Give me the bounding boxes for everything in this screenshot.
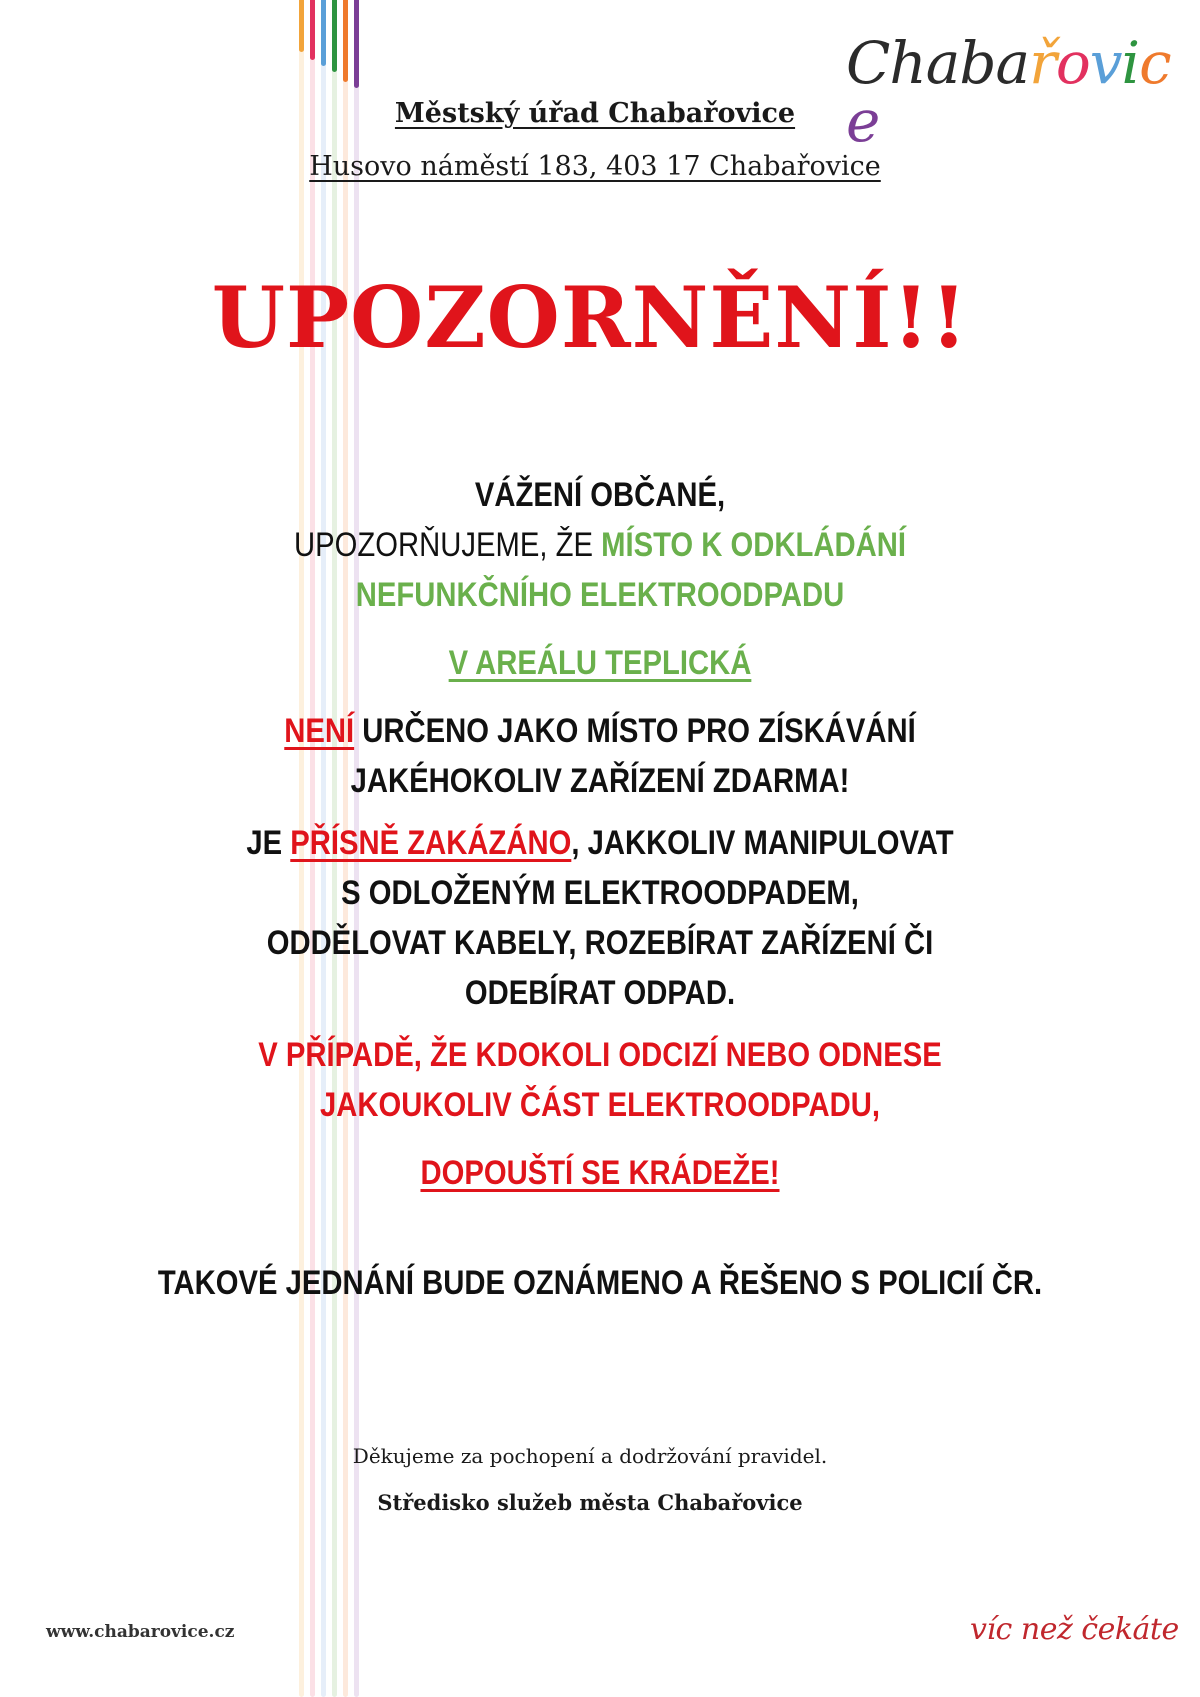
logo-letter: a [995, 29, 1030, 97]
page-title: UPOZORNĚNÍ!! [211, 268, 969, 367]
not-intended-line [84, 706, 1116, 756]
logo-letter: c [1139, 29, 1171, 97]
logo-letter: v [1089, 29, 1122, 97]
logo-letter: C [846, 29, 890, 97]
logo-letter: i [1121, 29, 1140, 97]
greeting: VÁŽENÍ OBČANÉ, [474, 476, 726, 514]
forbidden-line-2: S ODLOŽENÝM ELEKTROODPADEM, [341, 874, 859, 912]
forbid-rest: , JAKKOLIV MANIPULOVAT [571, 824, 954, 862]
slogan: víc než čekáte [970, 1612, 1179, 1647]
notice-body [84, 470, 1116, 1308]
logo-letter: h [889, 29, 926, 97]
not-rest: URČENO JAKO MÍSTO PRO ZÍSKÁVÁNÍ [354, 712, 916, 750]
notice-line-3: NEFUNKČNÍHO ELEKTROODPADU [355, 576, 845, 614]
forbid-word: PŘÍSNĚ ZAKÁZÁNO [290, 824, 572, 862]
notice-line-2-prefix: UPOZORŇUJEME, ŽE [294, 526, 602, 564]
org-address: Husovo náměstí 183, 403 17 Chabařovice [309, 151, 881, 182]
forbidden-line [84, 818, 1116, 868]
notice-line-2-highlight: MÍSTO K ODKLÁDÁNÍ [601, 526, 906, 564]
logo-letter: ř [1029, 29, 1056, 97]
forbidden-line-3: ODDĚLOVAT KABELY, ROZEBÍRAT ZAŘÍZENÍ ČI [266, 924, 934, 962]
not-intended-line-2: JAKÉHOKOLIV ZAŘÍZENÍ ZDARMA! [350, 762, 850, 800]
website-link[interactable]: www.chabarovice.cz [46, 1622, 235, 1642]
thanks-text: Děkujeme za pochopení a dodržování pravidel. [352, 1444, 828, 1468]
notice-line-2 [84, 520, 1116, 570]
logo-letter: e [846, 87, 880, 155]
forbidden-line-4: ODEBÍRAT ODPAD. [464, 974, 736, 1012]
signature: Středisko služeb města Chabařovice [377, 1490, 803, 1515]
police-line: TAKOVÉ JEDNÁNÍ BUDE OZNÁMENO A ŘEŠENO S POLICIÍ ČR. [157, 1264, 1043, 1302]
theft-line-3: DOPOUŠTÍ SE KRÁDEŽE! [420, 1154, 780, 1192]
theft-line-1: V PŘÍPADĚ, ŽE KDOKOLI ODCIZÍ NEBO ODNESE [258, 1036, 942, 1074]
logo-letter: a [925, 29, 960, 97]
document-header [0, 98, 1200, 182]
location-line [84, 638, 1116, 688]
theft-line-3-wrap [84, 1148, 1116, 1198]
forbid-prefix: JE [246, 824, 291, 862]
logo-letter: b [959, 29, 996, 97]
theft-line-2: JAKOUKOLIV ČÁST ELEKTROODPADU, [320, 1086, 880, 1124]
not-word: NENÍ [284, 712, 355, 750]
org-name: Městský úřad Chabařovice [394, 98, 796, 129]
logo-letter: o [1055, 29, 1090, 97]
location-text: V AREÁLU TEPLICKÁ [448, 644, 752, 682]
